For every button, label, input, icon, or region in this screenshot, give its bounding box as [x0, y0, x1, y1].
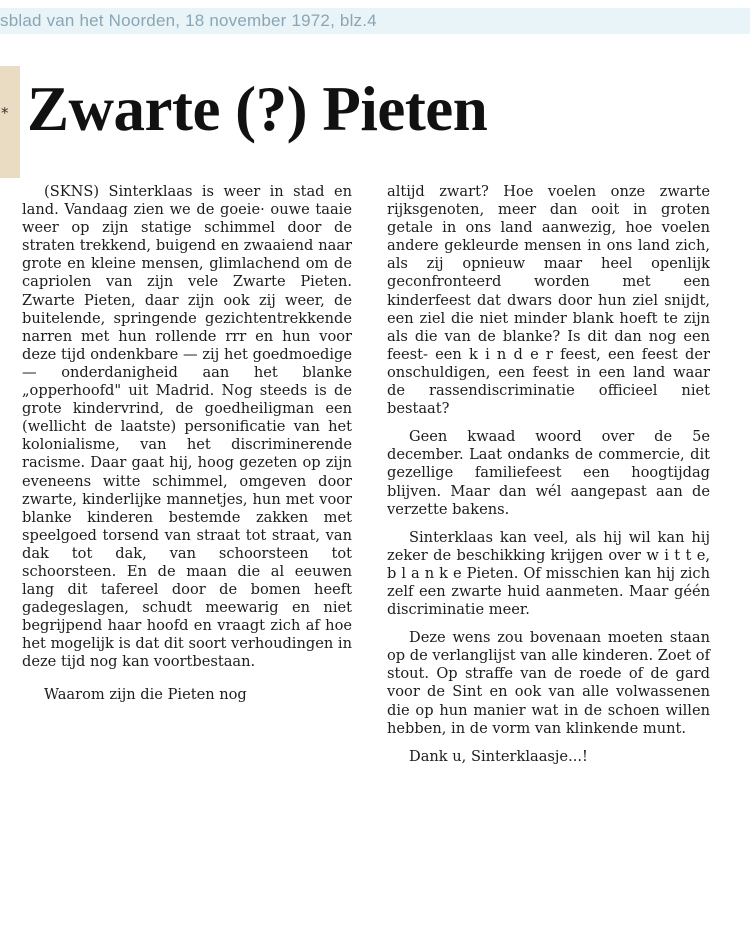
star-icon: * [1, 104, 9, 122]
article-paragraph: altijd zwart? Hoe voelen onze zwarte rijksgenoten, meer dan ooit in groten getale in ons land aanwezig, hoe voelen andere gekleurde mensen in ons land zich, als zij opnieuw maar heel openlijk geconfronteerd worden met een kinderfeest dat dwars door hun ziel snijdt, een ziel die niet minder blank hoeft te zijn als die van de blanke? Is dit dan nog een feest- een k i n d e r feest, een feest der onschuldigen, een feest in een land waar de rassendiscriminatie officieel niet bestaat? [387, 183, 710, 418]
scan-edge-strip [0, 66, 20, 178]
source-caption: sblad van het Noorden, 18 november 1972, blz.4 [0, 11, 377, 30]
article-paragraph: (SKNS) Sinterklaas is weer in stad en land. Vandaag zien we de goeie· ouwe taaie weer op zijn statige schimmel door de straten trekkend, buigend en zwaaiend naar grote en kleine mensen, glimlachend om de capriolen van zijn vele Zwarte Pieten. Zwarte Pieten, daar zijn ook zij weer, de buitelende, springende gezichtentrekkende narren met hun rollende rrr en hun voor deze tijd ondenkbare — zij het goedmoedige — onderdanigheid aan het blanke „opperhoofd" uit Madrid. Nog steeds is de grote kindervrind, de goedheiligman een (wellicht de laatste) personificatie van het kolonialisme, van het discriminerende racisme. Daar gaat hij, hoog gezeten op zijn eveneens witte schimmel, omgeven door zwarte, kinderlijke mannetjes, hun met voor blanke kinderen bestemde zakken met speelgoed torsend van straat tot straat, van dak tot dak, van schoorsteen tot schoorsteen. En de maan die al eeuwen lang dit tafereel door de bomen heeft gadegeslagen, schudt meewarig en niet begrijpend haar hoofd en vraagt zich af hoe het mogelijk is dat dit soort verhoudingen in deze tijd nog kan voortbestaan. [22, 183, 352, 671]
article-paragraph: Waarom zijn die Pieten nog [44, 685, 247, 703]
article-headline: Zwarte (?) Pieten [27, 74, 488, 144]
article-paragraph: Sinterklaas kan veel, als hij wil kan hij zeker de beschikking krijgen over w i t t e, b l a n k e Pieten. Of misschien kan hij zich zelf een zwarte huid aanmeten. Maar géén discriminatie meer. [387, 528, 710, 619]
article-column-left [22, 183, 352, 704]
article-column-right [387, 183, 710, 766]
article-closing-line: Dank u, Sinterklaasje...! [409, 747, 588, 765]
article-paragraph: Deze wens zou bovenaan moeten staan op de verlanglijst van alle kinderen. Zoet of stout. Op straffe van de roede of de gard voor de Sint en ook van alle volwassenen die op hun manier wat in de schoen willen hebben, in de vorm van klinkende munt. [387, 629, 710, 737]
article-paragraph: Geen kwaad woord over de 5e december. Laat ondanks de commercie, dit gezellige familiefeest een hoogtijdag blijven. Maar dan wél aangepast aan de verzette bakens. [387, 428, 710, 518]
